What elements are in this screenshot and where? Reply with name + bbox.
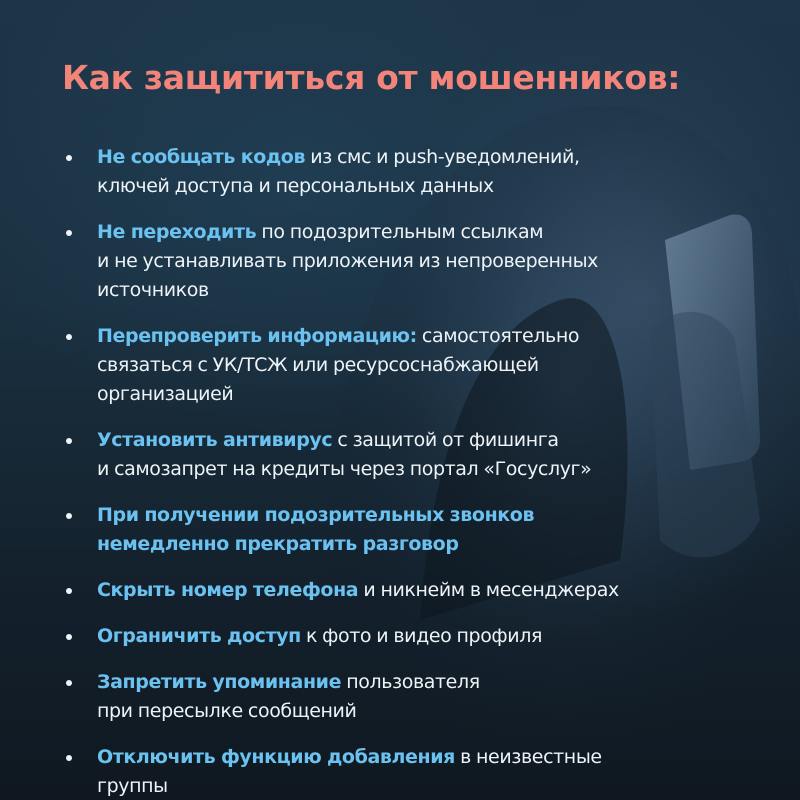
list-item-text: пользователя bbox=[341, 671, 480, 693]
highlighted-phrase: Не переходить bbox=[97, 221, 257, 243]
list-item-text: в неизвестные bbox=[454, 746, 602, 768]
list-item-text: источников bbox=[97, 279, 209, 301]
list-item-line bbox=[97, 576, 786, 605]
list-item-text: при пересылке сообщений bbox=[97, 700, 357, 722]
list-item-text: и самозапрет на кредиты через портал «Госуслуг» bbox=[97, 458, 592, 480]
list-item-line bbox=[97, 455, 786, 484]
page-title: Как защититься от мошенников: bbox=[62, 58, 681, 97]
list-item-line bbox=[97, 743, 786, 772]
bullet-icon bbox=[66, 438, 72, 444]
list-item-line bbox=[97, 218, 786, 247]
list-item bbox=[66, 143, 786, 201]
list-item-line bbox=[97, 668, 786, 697]
list-item-line bbox=[97, 247, 786, 276]
list-item-text: к фото и видео профиля bbox=[300, 625, 542, 647]
list-item-text: с защитой от фишинга bbox=[332, 429, 559, 451]
highlighted-phrase: Скрыть номер телефона bbox=[97, 579, 359, 601]
list-item-text: из смс и push-уведомлений, bbox=[305, 146, 580, 168]
highlighted-phrase: Перепроверить информацию: bbox=[97, 325, 417, 347]
list-item-line bbox=[97, 276, 786, 305]
highlighted-phrase: Запретить упоминание bbox=[97, 671, 342, 693]
list-item bbox=[66, 668, 786, 726]
list-item bbox=[66, 426, 786, 484]
list-item-line bbox=[97, 322, 786, 351]
list-item bbox=[66, 322, 786, 409]
list-item bbox=[66, 218, 786, 305]
list-item-line bbox=[97, 426, 786, 455]
list-item bbox=[66, 622, 786, 651]
list-item-text: и никнейм в месенджерах bbox=[358, 579, 619, 601]
list-item bbox=[66, 501, 786, 559]
list-item-text: организацией bbox=[97, 383, 234, 405]
bullet-icon bbox=[66, 155, 72, 161]
list-item-line bbox=[97, 501, 786, 530]
bullet-icon bbox=[66, 755, 72, 761]
list-item-line bbox=[97, 697, 786, 726]
list-item-line bbox=[97, 380, 786, 409]
highlighted-phrase: Ограничить доступ bbox=[97, 625, 301, 647]
list-item bbox=[66, 576, 786, 605]
list-item bbox=[66, 743, 786, 800]
list-item-line bbox=[97, 143, 786, 172]
list-item-text: и не устанавливать приложения из непроверенных bbox=[97, 250, 599, 272]
list-item-text: группы bbox=[97, 775, 168, 797]
list-item-line bbox=[97, 530, 786, 559]
list-item-line bbox=[97, 172, 786, 201]
list-item-line bbox=[97, 772, 786, 800]
highlighted-phrase: При получении подозрительных звонков bbox=[97, 504, 535, 526]
highlighted-phrase: Установить антивирус bbox=[97, 429, 333, 451]
list-item-text: по подозрительным ссылкам bbox=[256, 221, 544, 243]
list-item-text: ключей доступа и персональных данных bbox=[97, 175, 494, 197]
bullet-icon bbox=[66, 334, 72, 340]
bullet-icon bbox=[66, 230, 72, 236]
bullet-icon bbox=[66, 513, 72, 519]
bullet-icon bbox=[66, 680, 72, 686]
bullet-icon bbox=[66, 588, 72, 594]
highlighted-phrase: Не сообщать кодов bbox=[97, 146, 306, 168]
tips-list bbox=[66, 143, 786, 800]
list-item-text: связаться с УК/ТСЖ или ресурсоснабжающей bbox=[97, 354, 539, 376]
highlighted-phrase: Отключить функцию добавления bbox=[97, 746, 455, 768]
bullet-icon bbox=[66, 634, 72, 640]
list-item-text: самостоятельно bbox=[416, 325, 580, 347]
list-item-line bbox=[97, 622, 786, 651]
highlighted-phrase: немедленно прекратить разговор bbox=[97, 533, 459, 555]
list-item-line bbox=[97, 351, 786, 380]
